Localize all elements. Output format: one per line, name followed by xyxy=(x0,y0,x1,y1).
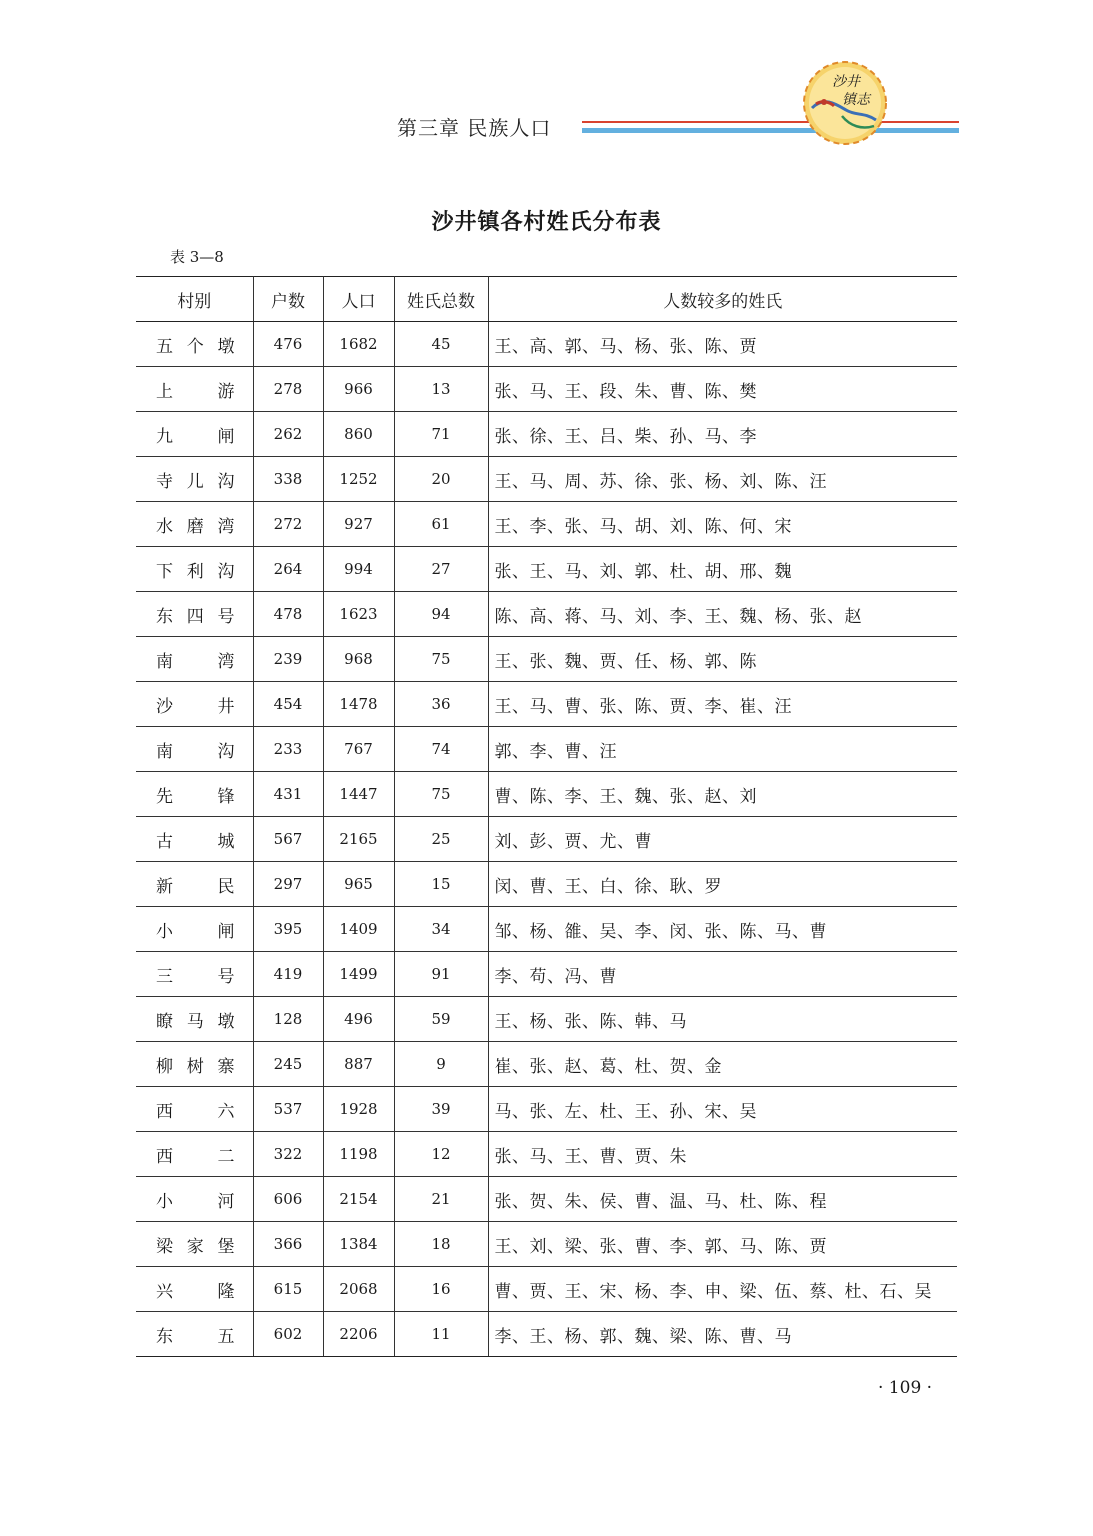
village-label: 五个墩 xyxy=(156,336,235,357)
village-label: 东四号 xyxy=(156,606,235,627)
header-village: 村别 xyxy=(136,277,253,322)
households-cell: 297 xyxy=(253,862,323,907)
village-name xyxy=(136,1132,253,1177)
table-row xyxy=(136,592,957,637)
table-row xyxy=(136,1042,957,1087)
village-name xyxy=(136,1222,253,1267)
village-label: 九闸 xyxy=(156,426,235,447)
common-surnames-cell: 王、马、曹、张、陈、贾、李、崔、汪 xyxy=(488,682,957,727)
households-cell: 262 xyxy=(253,412,323,457)
surname-count-cell: 71 xyxy=(394,412,488,457)
table-row xyxy=(136,682,957,727)
common-surnames-cell: 王、刘、梁、张、曹、李、郭、马、陈、贾 xyxy=(488,1222,957,1267)
header-surname-count: 姓氏总数 xyxy=(394,277,488,322)
village-name xyxy=(136,772,253,817)
population-cell: 1252 xyxy=(323,457,394,502)
population-cell: 2206 xyxy=(323,1312,394,1357)
table-row xyxy=(136,772,957,817)
table-row xyxy=(136,1132,957,1177)
table-row xyxy=(136,322,957,367)
surname-count-cell: 36 xyxy=(394,682,488,727)
village-label: 上游 xyxy=(156,381,235,402)
table-row xyxy=(136,952,957,997)
table-row xyxy=(136,1312,957,1357)
households-cell: 537 xyxy=(253,1087,323,1132)
surname-count-cell: 39 xyxy=(394,1087,488,1132)
population-cell: 1682 xyxy=(323,322,394,367)
surname-count-cell: 18 xyxy=(394,1222,488,1267)
population-cell: 968 xyxy=(323,637,394,682)
village-label: 水磨湾 xyxy=(156,516,235,537)
households-cell: 278 xyxy=(253,367,323,412)
village-label: 古城 xyxy=(156,831,235,852)
population-cell: 767 xyxy=(323,727,394,772)
table-row xyxy=(136,907,957,952)
common-surnames-cell: 王、杨、张、陈、韩、马 xyxy=(488,997,957,1042)
village-label: 东五 xyxy=(156,1326,235,1347)
population-cell: 1409 xyxy=(323,907,394,952)
households-cell: 239 xyxy=(253,637,323,682)
village-name xyxy=(136,502,253,547)
common-surnames-cell: 马、张、左、杜、王、孙、宋、吴 xyxy=(488,1087,957,1132)
village-label: 沙井 xyxy=(156,696,235,717)
header-households: 户数 xyxy=(253,277,323,322)
village-name xyxy=(136,1087,253,1132)
surname-count-cell: 21 xyxy=(394,1177,488,1222)
surname-count-cell: 12 xyxy=(394,1132,488,1177)
village-name xyxy=(136,862,253,907)
village-label: 兴隆 xyxy=(156,1281,235,1302)
surname-count-cell: 91 xyxy=(394,952,488,997)
surname-count-cell: 75 xyxy=(394,637,488,682)
common-surnames-cell: 张、马、王、曹、贾、朱 xyxy=(488,1132,957,1177)
surname-count-cell: 11 xyxy=(394,1312,488,1357)
header-rule-blue xyxy=(582,128,959,133)
common-surnames-cell: 张、徐、王、吕、柴、孙、马、李 xyxy=(488,412,957,457)
population-cell: 994 xyxy=(323,547,394,592)
surname-count-cell: 13 xyxy=(394,367,488,412)
common-surnames-cell: 张、贺、朱、侯、曹、温、马、杜、陈、程 xyxy=(488,1177,957,1222)
table-row xyxy=(136,1087,957,1132)
table-row xyxy=(136,1222,957,1267)
table-row xyxy=(136,502,957,547)
common-surnames-cell: 闵、曹、王、白、徐、耿、罗 xyxy=(488,862,957,907)
population-cell: 1198 xyxy=(323,1132,394,1177)
population-cell: 2068 xyxy=(323,1267,394,1312)
common-surnames-cell: 邹、杨、雒、吴、李、闵、张、陈、马、曹 xyxy=(488,907,957,952)
common-surnames-cell: 曹、陈、李、王、魏、张、赵、刘 xyxy=(488,772,957,817)
table-number: 表 3—8 xyxy=(170,248,224,266)
village-name xyxy=(136,367,253,412)
table-row xyxy=(136,862,957,907)
village-name xyxy=(136,547,253,592)
households-cell: 478 xyxy=(253,592,323,637)
village-label: 寺儿沟 xyxy=(156,471,235,492)
village-label: 瞭马墩 xyxy=(156,1011,235,1032)
population-cell: 927 xyxy=(323,502,394,547)
surname-distribution-table xyxy=(136,276,957,1357)
table-row xyxy=(136,457,957,502)
village-label: 南沟 xyxy=(156,741,235,762)
surname-count-cell: 27 xyxy=(394,547,488,592)
households-cell: 431 xyxy=(253,772,323,817)
village-label: 小河 xyxy=(156,1191,235,1212)
village-name xyxy=(136,1177,253,1222)
common-surnames-cell: 郭、李、曹、汪 xyxy=(488,727,957,772)
population-cell: 965 xyxy=(323,862,394,907)
village-label: 新民 xyxy=(156,876,235,897)
common-surnames-cell: 王、高、郭、马、杨、张、陈、贾 xyxy=(488,322,957,367)
common-surnames-cell: 曹、贾、王、宋、杨、李、申、梁、伍、蔡、杜、石、吴 xyxy=(488,1267,957,1312)
table-row xyxy=(136,412,957,457)
surname-count-cell: 94 xyxy=(394,592,488,637)
households-cell: 338 xyxy=(253,457,323,502)
village-label: 西二 xyxy=(156,1146,235,1167)
households-cell: 245 xyxy=(253,1042,323,1087)
population-cell: 2165 xyxy=(323,817,394,862)
gazetteer-seal-logo xyxy=(802,60,888,146)
common-surnames-cell: 刘、彭、贾、尤、曹 xyxy=(488,817,957,862)
population-cell: 1928 xyxy=(323,1087,394,1132)
common-surnames-cell: 崔、张、赵、葛、杜、贺、金 xyxy=(488,1042,957,1087)
common-surnames-cell: 王、李、张、马、胡、刘、陈、何、宋 xyxy=(488,502,957,547)
surname-count-cell: 61 xyxy=(394,502,488,547)
table-body xyxy=(136,322,957,1357)
households-cell: 272 xyxy=(253,502,323,547)
households-cell: 128 xyxy=(253,997,323,1042)
households-cell: 419 xyxy=(253,952,323,997)
header-population: 人口 xyxy=(323,277,394,322)
table-row xyxy=(136,1177,957,1222)
surname-count-cell: 9 xyxy=(394,1042,488,1087)
surname-count-cell: 15 xyxy=(394,862,488,907)
common-surnames-cell: 王、张、魏、贾、任、杨、郭、陈 xyxy=(488,637,957,682)
chapter-heading: 第三章 民族人口 xyxy=(397,116,552,140)
village-label: 柳树寨 xyxy=(156,1056,235,1077)
village-name xyxy=(136,952,253,997)
population-cell: 966 xyxy=(323,367,394,412)
table-row xyxy=(136,817,957,862)
population-cell: 496 xyxy=(323,997,394,1042)
population-cell: 1478 xyxy=(323,682,394,727)
village-name xyxy=(136,1042,253,1087)
village-label: 先锋 xyxy=(156,786,235,807)
village-name xyxy=(136,1267,253,1312)
households-cell: 454 xyxy=(253,682,323,727)
households-cell: 366 xyxy=(253,1222,323,1267)
households-cell: 476 xyxy=(253,322,323,367)
table-row xyxy=(136,547,957,592)
households-cell: 567 xyxy=(253,817,323,862)
population-cell: 860 xyxy=(323,412,394,457)
svg-text:镇志: 镇志 xyxy=(842,92,870,108)
surname-count-cell: 74 xyxy=(394,727,488,772)
common-surnames-cell: 李、苟、冯、曹 xyxy=(488,952,957,997)
table-row xyxy=(136,367,957,412)
village-label: 南湾 xyxy=(156,651,235,672)
common-surnames-cell: 陈、高、蒋、马、刘、李、王、魏、杨、张、赵 xyxy=(488,592,957,637)
village-name xyxy=(136,727,253,772)
table-row xyxy=(136,1267,957,1312)
table-title: 沙井镇各村姓氏分布表 xyxy=(431,210,662,235)
households-cell: 395 xyxy=(253,907,323,952)
population-cell: 887 xyxy=(323,1042,394,1087)
households-cell: 602 xyxy=(253,1312,323,1357)
surname-count-cell: 34 xyxy=(394,907,488,952)
surname-count-cell: 25 xyxy=(394,817,488,862)
population-cell: 1384 xyxy=(323,1222,394,1267)
table-header-row xyxy=(136,277,957,322)
table-row xyxy=(136,997,957,1042)
village-name xyxy=(136,592,253,637)
village-name xyxy=(136,322,253,367)
surname-count-cell: 16 xyxy=(394,1267,488,1312)
common-surnames-cell: 李、王、杨、郭、魏、梁、陈、曹、马 xyxy=(488,1312,957,1357)
village-name xyxy=(136,637,253,682)
population-cell: 2154 xyxy=(323,1177,394,1222)
village-name xyxy=(136,682,253,727)
village-label: 三号 xyxy=(156,966,235,987)
header-common-surnames: 人数较多的姓氏 xyxy=(488,277,957,322)
village-name xyxy=(136,997,253,1042)
population-cell: 1623 xyxy=(323,592,394,637)
surname-count-cell: 20 xyxy=(394,457,488,502)
village-label: 下利沟 xyxy=(156,561,235,582)
population-cell: 1499 xyxy=(323,952,394,997)
village-name xyxy=(136,907,253,952)
village-label: 梁家堡 xyxy=(156,1236,235,1257)
households-cell: 606 xyxy=(253,1177,323,1222)
village-name xyxy=(136,817,253,862)
common-surnames-cell: 张、马、王、段、朱、曹、陈、樊 xyxy=(488,367,957,412)
common-surnames-cell: 张、王、马、刘、郭、杜、胡、邢、魏 xyxy=(488,547,957,592)
surname-count-cell: 75 xyxy=(394,772,488,817)
common-surnames-cell: 王、马、周、苏、徐、张、杨、刘、陈、汪 xyxy=(488,457,957,502)
households-cell: 322 xyxy=(253,1132,323,1177)
surname-count-cell: 45 xyxy=(394,322,488,367)
population-cell: 1447 xyxy=(323,772,394,817)
surname-count-cell: 59 xyxy=(394,997,488,1042)
page-number: · 109 · xyxy=(878,1378,933,1398)
village-label: 西六 xyxy=(156,1101,235,1122)
households-cell: 264 xyxy=(253,547,323,592)
table-row xyxy=(136,727,957,772)
village-name xyxy=(136,412,253,457)
households-cell: 233 xyxy=(253,727,323,772)
village-label: 小闸 xyxy=(156,921,235,942)
village-name xyxy=(136,1312,253,1357)
village-name xyxy=(136,457,253,502)
table-row xyxy=(136,637,957,682)
header-rule-red xyxy=(582,121,959,123)
households-cell: 615 xyxy=(253,1267,323,1312)
svg-text:沙井: 沙井 xyxy=(832,74,860,90)
